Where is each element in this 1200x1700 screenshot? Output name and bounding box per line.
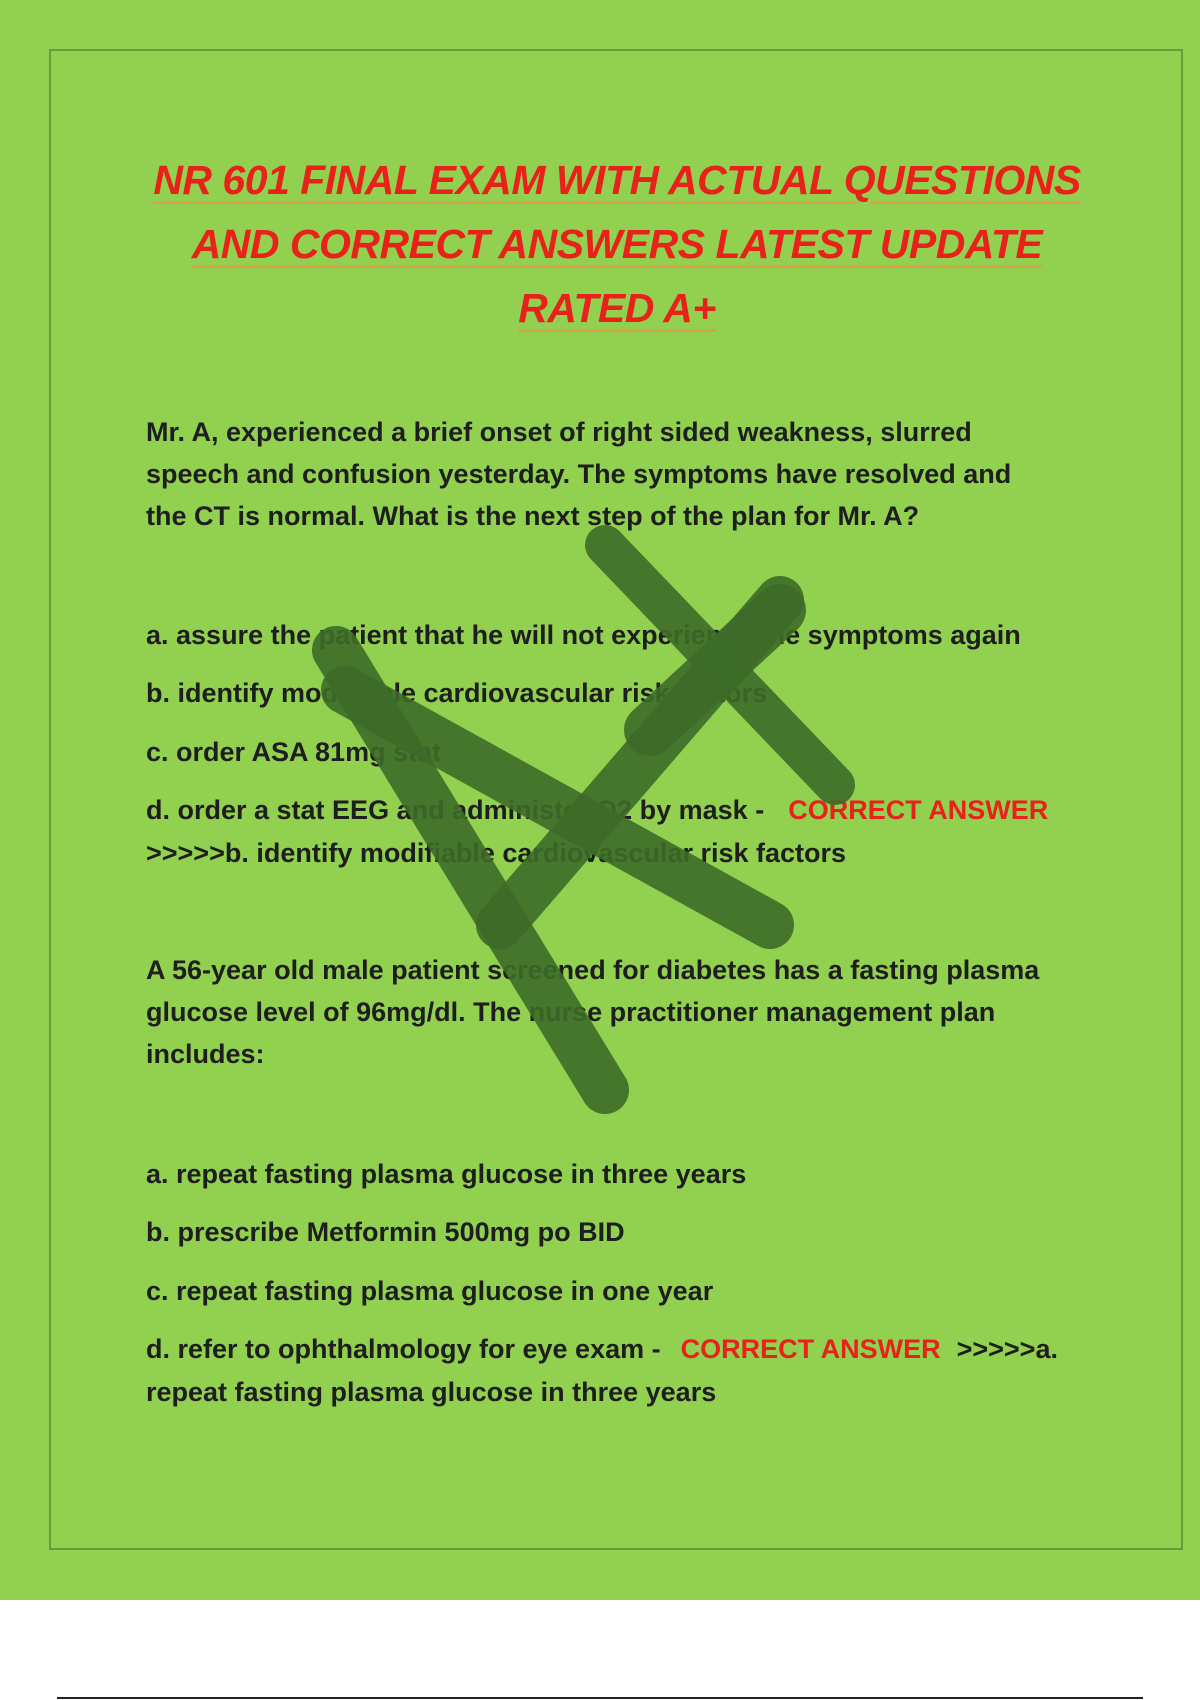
question-2-answer: repeat fasting plasma glucose in three years	[146, 1377, 717, 1407]
question-1-option-b: b. identify modifiable cardiovascular risk factors	[146, 678, 768, 708]
question-2-stem	[146, 949, 1106, 1075]
question-2-option-b: b. prescribe Metformin 500mg po BID	[146, 1217, 625, 1247]
question-1-option-a: a. assure the patient that he will not experience the symptoms again	[146, 620, 1021, 650]
document-title	[100, 148, 1134, 340]
title-line: NR 601 FINAL EXAM WITH ACTUAL QUESTIONS	[153, 157, 1081, 203]
stem-line: includes:	[146, 1039, 265, 1069]
option-text: d. refer to ophthalmology for eye exam -	[146, 1334, 661, 1364]
stem-line: glucose level of 96mg/dl. The nurse practitioner management plan	[146, 997, 996, 1027]
title-line: RATED A+	[518, 285, 716, 331]
correct-answer-label: CORRECT ANSWER	[680, 1334, 941, 1364]
question-1-option-c: c. order ASA 81mg stat	[146, 737, 442, 767]
question-2-option-d	[146, 1334, 1106, 1364]
stem-line: the CT is normal. What is the next step of the plan for Mr. A?	[146, 501, 920, 531]
title-line: AND CORRECT ANSWERS LATEST UPDATE	[191, 221, 1043, 267]
question-2-option-a: a. repeat fasting plasma glucose in three years	[146, 1159, 747, 1189]
stem-line: speech and confusion yesterday. The symptoms have resolved and	[146, 459, 1012, 489]
question-2-option-c: c. repeat fasting plasma glucose in one year	[146, 1276, 714, 1306]
answer-prefix: >>>>>a.	[956, 1334, 1058, 1364]
option-text: d. order a stat EEG and administer O2 by mask -	[146, 795, 765, 825]
question-1-answer: >>>>>b. identify modifiable cardiovascular risk factors	[146, 838, 847, 868]
footer-divider	[57, 1697, 1143, 1699]
question-1-option-d	[146, 795, 1106, 825]
stem-line: A 56-year old male patient screened for diabetes has a fasting plasma	[146, 955, 1040, 985]
stem-line: Mr. A, experienced a brief onset of right sided weakness, slurred	[146, 417, 972, 447]
question-1-stem	[146, 411, 1106, 537]
correct-answer-label: CORRECT ANSWER	[788, 795, 1049, 825]
